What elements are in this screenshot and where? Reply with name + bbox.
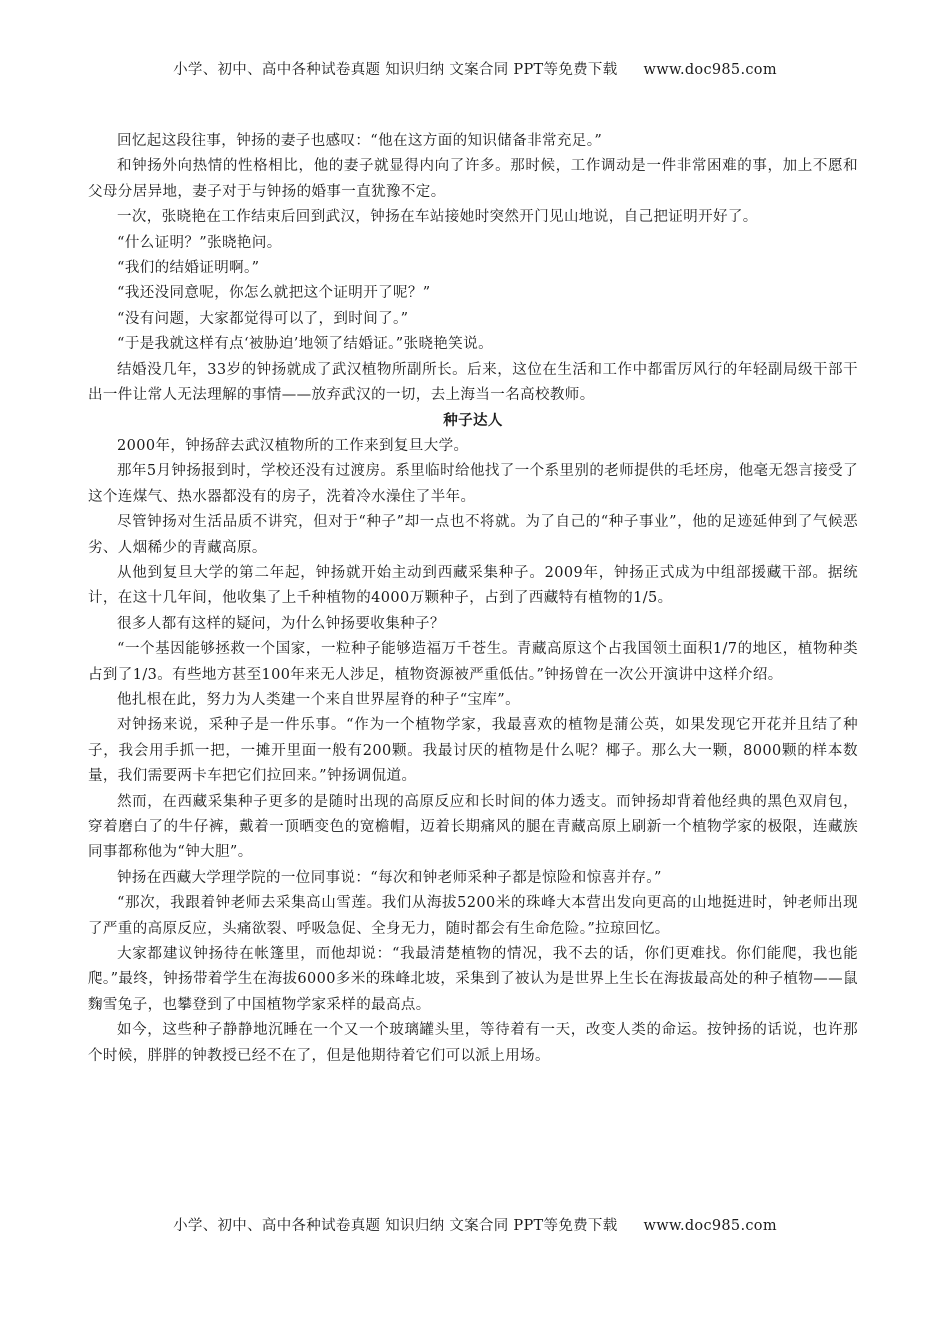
- header-url[interactable]: www.doc985.com: [643, 62, 777, 78]
- footer-url[interactable]: www.doc985.com: [643, 1218, 777, 1234]
- paragraph: “于是我就这样有点‘被胁迫’地领了结婚证。”张晓艳笑说。: [117, 336, 493, 353]
- article-body: [88, 129, 858, 1069]
- paragraph: 尽管钟扬对生活品质不讲究，但对于“种子”却一点也不将就。为了自己的“种子事业”，他的足迹延伸到了气候恶劣、人烟稀少的青藏高原。: [88, 514, 858, 556]
- paragraph: 大家都建议钟扬待在帐篷里，而他却说：“我最清楚植物的情况，我不去的话，你们更难找。你们能爬，我也能爬。”最终，钟扬带着学生在海拔6000多米的珠峰北坡，采集到了被认为是世界上生长在海拔最高处的种子植物——鼠麴雪兔子，也攀登到了中国植物学家采样的最高点。: [88, 946, 858, 1013]
- paragraph: 对钟扬来说，采种子是一件乐事。“作为一个植物学家，我最喜欢的植物是蒲公英，如果发现它开花并且结了种子，我会用手抓一把，一摊开里面一般有200颗。我最讨厌的植物是什么呢？椰子。那么大一颗，8000颗的样本数量，我们需要两卡车把它们拉回来。”钟扬调侃道。: [88, 717, 858, 785]
- section-title: 种子达人: [443, 412, 503, 430]
- article-part-1: [88, 129, 858, 408]
- paragraph: 回忆起这段往事，钟扬的妻子也感叹：“他在这方面的知识储备非常充足。”: [117, 133, 603, 149]
- paragraph: 钟扬在西藏大学理学院的一位同事说：“每次和钟老师采种子都是惊险和惊喜并存。”: [117, 869, 662, 886]
- paragraph: “那次，我跟着钟老师去采集高山雪莲。我们从海拔5200米的珠峰大本营出发向更高的山地挺进时，钟老师出现了严重的高原反应，头痛欲裂、呼吸急促、全身无力，随时都会有生命危险。”拉琼回忆。: [88, 895, 858, 937]
- header-text: 小学、初中、高中各种试卷真题 知识归纳 文案合同 PPT等免费下载: [173, 62, 618, 78]
- paragraph: “我还没同意呢，你怎么就把这个证明开了呢？”: [117, 285, 431, 302]
- article-part-2: [88, 434, 858, 1069]
- paragraph: “我们的结婚证明啊。”: [117, 260, 260, 277]
- paragraph: 一次，张晓艳在工作结束后回到武汉，钟扬在车站接她时突然开门见山地说，自己把证明开好了。: [117, 209, 758, 226]
- footer-text: 小学、初中、高中各种试卷真题 知识归纳 文案合同 PPT等免费下载: [173, 1218, 618, 1234]
- paragraph: 然而，在西藏采集种子更多的是随时出现的高原反应和长时间的体力透支。而钟扬却背着他经典的黑色双肩包，穿着磨白了的牛仔裤，戴着一顶晒变色的宽檐帽，迈着长期痛风的腿在青藏高原上刷新一个植物学家的极限，连藏族同事都称他为“钟大胆”。: [88, 793, 858, 861]
- paragraph: “没有问题，大家都觉得可以了，到时间了。”: [117, 310, 409, 327]
- page-header: [0, 58, 950, 79]
- paragraph: 从他到复旦大学的第二年起，钟扬就开始主动到西藏采集种子。2009年，钟扬正式成为中组部援藏干部。据统计，在这十几年间，他收集了上千种植物的4000万颗种子，占到了西藏特有植物的1/5。: [88, 564, 858, 607]
- paragraph: 很多人都有这样的疑问，为什么钟扬要收集种子？: [117, 615, 445, 632]
- paragraph: 如今，这些种子静静地沉睡在一个又一个玻璃罐头里，等待着有一天，改变人类的命运。按钟扬的话说，也许那个时候，胖胖的钟教授已经不在了，但是他期待着它们可以派上用场。: [88, 1022, 858, 1064]
- paragraph: 和钟扬外向热情的性格相比，他的妻子就显得内向了许多。那时候，工作调动是一件非常困难的事，加上不愿和父母分居异地，妻子对于与钟扬的婚事一直犹豫不定。: [88, 158, 858, 200]
- paragraph: 他扎根在此，努力为人类建一个来自世界屋脊的种子“宝库”。: [117, 691, 521, 708]
- paragraph: 2000年，钟扬辞去武汉植物所的工作来到复旦大学。: [117, 437, 469, 454]
- paragraph: 结婚没几年，33岁的钟扬就成了武汉植物所副所长。后来，这位在生活和工作中都雷厉风行的年轻副局级干部干出一件让常人无法理解的事情——放弃武汉的一切，去上海当一名高校教师。: [88, 361, 858, 404]
- page-footer: [0, 1214, 950, 1235]
- paragraph: “什么证明？”张晓艳问。: [117, 234, 282, 251]
- paragraph: “一个基因能够拯救一个国家，一粒种子能够造福万千苍生。青藏高原这个占我国领土面积1/7的地区，植物种类占到了1/3。有些地方甚至100年来无人涉足，植物资源被严重低估。”钟扬曾在一次公开演讲中这样介绍。: [88, 641, 858, 683]
- paragraph: 那年5月钟扬报到时，学校还没有过渡房。系里临时给他找了一个系里别的老师提供的毛坯房，他毫无怨言接受了这个连煤气、热水器都没有的房子，洗着冷水澡住了半年。: [88, 463, 858, 505]
